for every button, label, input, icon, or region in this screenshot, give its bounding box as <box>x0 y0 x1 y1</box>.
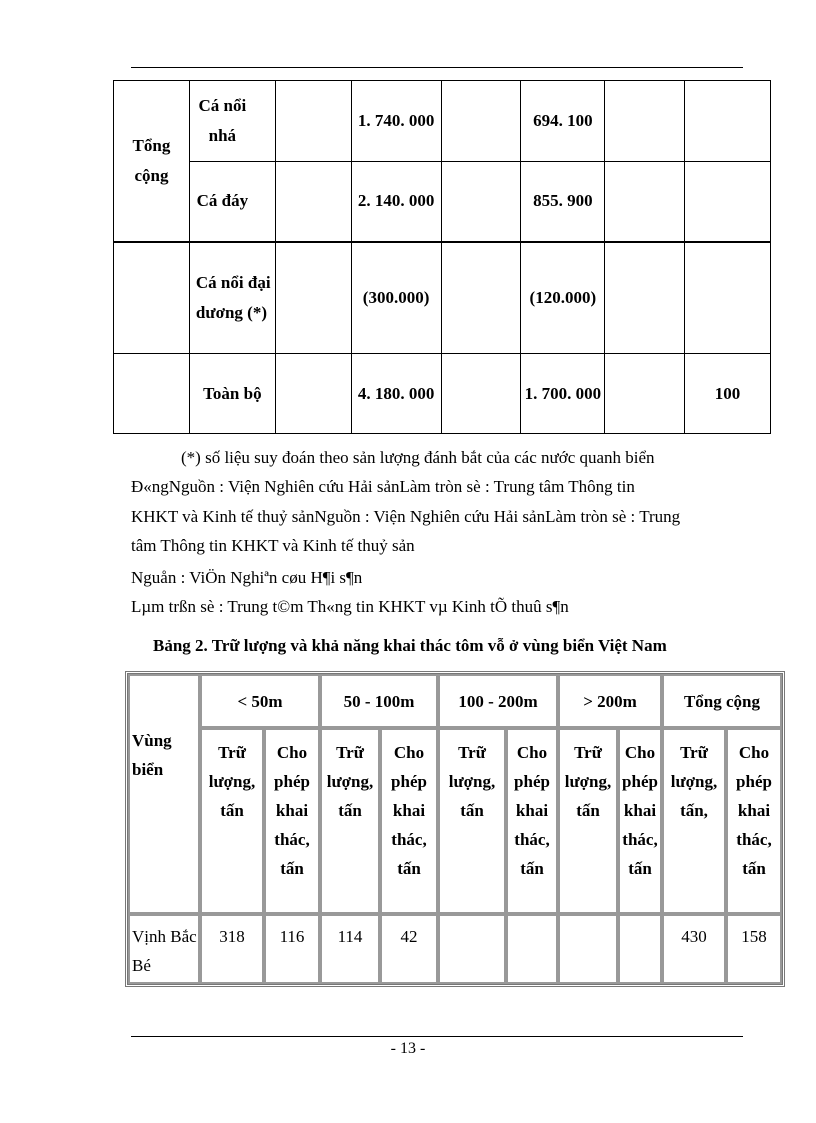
cell-value: 100 <box>685 354 771 434</box>
table-cell: 114 <box>320 914 380 984</box>
sub-header: Cho phép khai thác, tấn <box>264 728 320 914</box>
table-cell: 116 <box>264 914 320 984</box>
sub-header: Cho phép khai thác, tấn <box>380 728 438 914</box>
table-cell: 158 <box>726 914 782 984</box>
corner-header: Vùng biển <box>128 674 200 914</box>
sub-header: Cho phép khai thác, tấn <box>506 728 558 914</box>
table-cell <box>618 914 662 984</box>
table-cell <box>558 914 618 984</box>
sub-header: Cho phép khai thác, tấn <box>618 728 662 914</box>
row-label: Toàn bộ <box>189 354 275 434</box>
group-label: Tổng cộng <box>114 81 190 242</box>
page-number: - 13 - <box>390 1040 426 1057</box>
depth-header: Tổng cộng <box>662 674 782 728</box>
sub-header: Cho phép khai thác, tấn <box>726 728 782 914</box>
cell-value: 4. 180. 000 <box>351 354 441 434</box>
cell-value: 1. 740. 000 <box>351 81 441 162</box>
fish-reserve-table <box>113 80 771 434</box>
cell-value <box>685 162 771 242</box>
row-label: Cá nổi đại dương (*) <box>189 242 275 354</box>
row-label: Cá nổi nhá <box>189 81 275 162</box>
cell-value: (120.000) <box>521 242 605 354</box>
table-cell: 42 <box>380 914 438 984</box>
shrimp-reserve-table <box>128 674 782 984</box>
source-line: Đ«ngNguồn : Viện Nghiên cứu Hải sảnLàm tròn sè : Trung tâm Thông tin <box>131 477 635 496</box>
source-line: Nguån : ViÖn Nghiªn cøu H¶i s¶n <box>131 568 363 587</box>
region-cell: Vịnh Bắc Bé <box>128 914 200 984</box>
sub-header: Trữ lượng, tấn <box>200 728 264 914</box>
cell-value <box>685 242 771 354</box>
cell-value: (300.000) <box>351 242 441 354</box>
sub-header: Trữ lượng, tấn <box>438 728 506 914</box>
table-caption: Bảng 2. Trữ lượng và khả năng khai thác tôm vỗ ở vùng biển Việt Nam <box>153 636 667 655</box>
table-cell <box>438 914 506 984</box>
cell-value: 2. 140. 000 <box>351 162 441 242</box>
cell-value: 855. 900 <box>521 162 605 242</box>
cell-value <box>685 81 771 162</box>
cell-value: 694. 100 <box>521 81 605 162</box>
depth-header: 50 - 100m <box>320 674 438 728</box>
sub-header: Trữ lượng, tấn <box>320 728 380 914</box>
shrimp-table-frame <box>125 671 785 987</box>
header-rule <box>131 67 743 68</box>
row-label: Cá đáy <box>189 162 275 242</box>
source-line: KHKT và Kinh tế thuỷ sảnNguồn : Viện Nghiên cứu Hải sảnLàm tròn sè : Trung <box>131 507 681 526</box>
sub-header: Trữ lượng, tấn <box>558 728 618 914</box>
depth-header: > 200m <box>558 674 662 728</box>
depth-header: < 50m <box>200 674 320 728</box>
depth-header: 100 - 200m <box>438 674 558 728</box>
table-cell: 318 <box>200 914 264 984</box>
source-line: Lµm trßn sè : Trung t©m Th«ng tin KHKT vµ Kinh tÕ thuû s¶n <box>131 597 569 616</box>
source-line: tâm Thông tin KHKT và Kinh tế thuỷ sản <box>131 536 415 555</box>
footnote: (*) số liệu suy đoán theo sản lượng đánh bắt của các nước quanh biển <box>181 448 655 467</box>
table-cell: 430 <box>662 914 726 984</box>
footer-rule <box>131 1036 743 1037</box>
sub-header: Trữ lượng, tấn, <box>662 728 726 914</box>
table-cell <box>506 914 558 984</box>
cell-value: 1. 700. 000 <box>521 354 605 434</box>
